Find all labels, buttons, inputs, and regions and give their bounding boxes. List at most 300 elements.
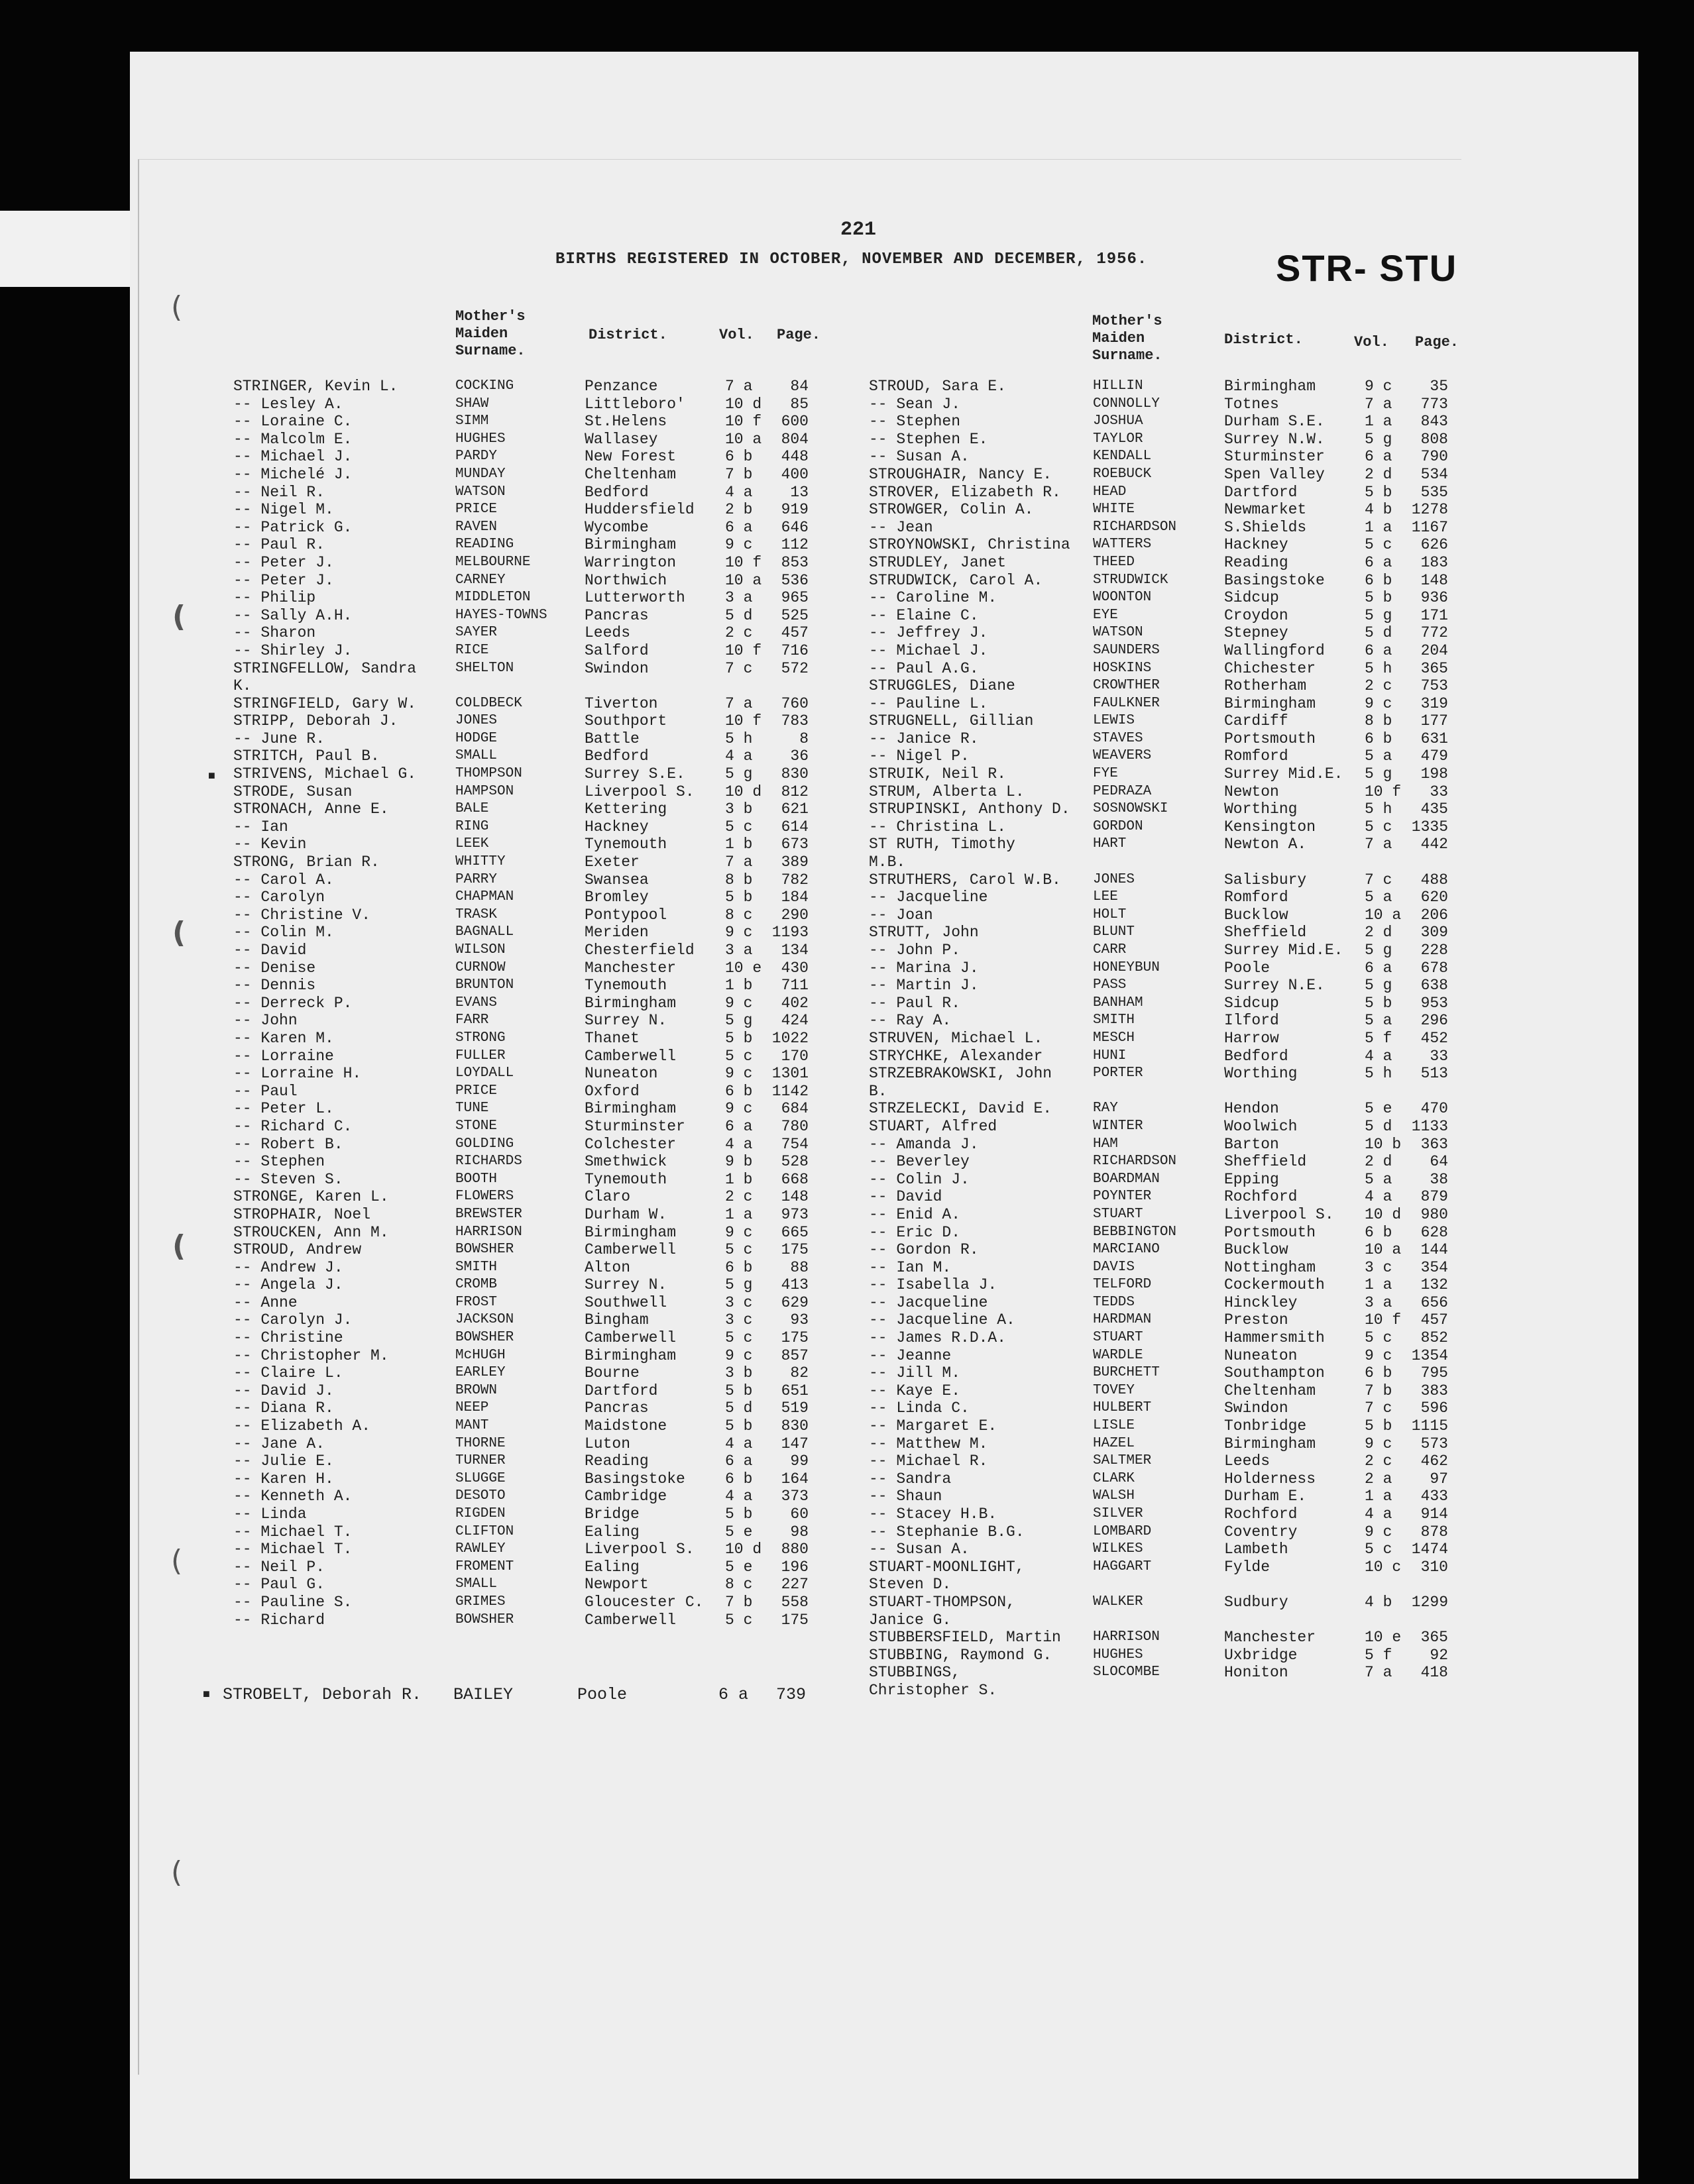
entry-maiden: CARR	[1093, 942, 1127, 957]
entry-name: -- Stephen E.	[869, 430, 988, 448]
entry-maiden: JACKSON	[455, 1312, 514, 1328]
table-row	[869, 589, 1465, 607]
entry-district: Lambeth	[1224, 1541, 1288, 1558]
entry-name: M.B.	[869, 853, 906, 871]
entry-vol: 4 a	[1365, 1047, 1392, 1065]
table-row	[869, 1311, 1465, 1329]
entry-maiden: HOSKINS	[1093, 660, 1152, 676]
entry-vol: 6 b	[725, 1082, 753, 1100]
footer-entry-row	[223, 1685, 819, 1705]
table-row	[233, 1065, 817, 1083]
entry-name: -- Paul A.G.	[869, 659, 979, 677]
table-row	[869, 484, 1465, 502]
entry-name: -- Elaine C.	[869, 606, 979, 624]
entry-maiden: EYE	[1093, 607, 1118, 623]
entry-maiden: HILLIN	[1093, 378, 1143, 394]
table-row	[869, 1241, 1465, 1259]
entry-maiden: THEED	[1093, 554, 1135, 570]
entry-maiden: FLOWERS	[455, 1189, 514, 1205]
entry-district: Southport	[585, 712, 667, 730]
entry-name: -- Lesley A.	[233, 395, 343, 413]
entry-page: 365	[1420, 1629, 1448, 1647]
entry-name: -- Carolyn J.	[233, 1311, 353, 1329]
entry-vol: 5 g	[725, 1012, 753, 1030]
entry-vol: 3 b	[725, 1364, 753, 1382]
entry-page: 33	[1430, 783, 1448, 800]
entry-district: Worthing	[1224, 800, 1298, 818]
entry-district: Pontypool	[585, 906, 667, 924]
entry-name: -- Carolyn	[233, 889, 325, 906]
entry-maiden: HARDMAN	[1093, 1312, 1152, 1328]
entry-name: -- Gordon R.	[869, 1241, 979, 1259]
table-row	[233, 1012, 817, 1030]
entry-vol: 9 c	[725, 536, 753, 554]
entry-name: -- Stephanie B.G.	[869, 1523, 1025, 1541]
table-row	[233, 836, 817, 853]
entry-page: 363	[1420, 1135, 1448, 1153]
entry-vol: 6 a	[1365, 641, 1392, 659]
entry-page: 716	[781, 641, 809, 659]
table-row	[869, 1153, 1465, 1171]
table-row	[869, 1171, 1465, 1189]
entry-vol: 5 b	[725, 1505, 753, 1523]
entry-page: 206	[1420, 906, 1448, 924]
entry-maiden: BLUNT	[1093, 924, 1135, 940]
entry-vol: 4 a	[725, 483, 753, 501]
entry-vol: 3 a	[725, 942, 753, 959]
table-row	[869, 1594, 1465, 1611]
entry-name: -- Janice R.	[869, 730, 979, 747]
entry-maiden: HUGHES	[1093, 1647, 1143, 1663]
entry-page: 470	[1420, 1100, 1448, 1118]
entry-page: 1299	[1411, 1593, 1448, 1611]
table-row	[233, 1118, 817, 1136]
table-row	[869, 413, 1465, 431]
entry-page: 772	[1420, 624, 1448, 642]
table-row	[869, 1048, 1465, 1065]
scanner-edge-tab	[0, 211, 133, 287]
entry-page: 175	[781, 1611, 809, 1629]
table-row	[233, 607, 817, 625]
entry-district: Southampton	[1224, 1364, 1325, 1382]
entry-maiden: TELFORD	[1093, 1277, 1152, 1293]
entry-vol: 6 b	[1365, 730, 1392, 747]
entry-maiden: LEWIS	[1093, 713, 1135, 729]
entry-name: -- Caroline M.	[869, 589, 997, 607]
entry-maiden: SMITH	[455, 1259, 498, 1275]
entry-name: Steven D.	[869, 1576, 952, 1594]
entry-district: Gloucester C.	[585, 1593, 704, 1611]
entry-district: Penzance	[585, 378, 658, 395]
entry-name: -- Jacqueline	[869, 1293, 988, 1311]
table-row	[869, 1417, 1465, 1435]
entry-vol: 2 b	[725, 501, 753, 519]
entry-vol: 3 c	[725, 1293, 753, 1311]
entry-maiden: LOMBARD	[1093, 1523, 1152, 1539]
entry-maiden: CARNEY	[455, 572, 506, 588]
entry-name: -- Diana R.	[233, 1399, 334, 1417]
entry-name: STRUDWICK, Carol A.	[869, 571, 1043, 589]
entry-maiden: BALE	[455, 801, 489, 817]
entry-maiden: PARRY	[455, 871, 498, 887]
entry-district: Honiton	[1224, 1664, 1288, 1682]
entry-vol: 9 c	[725, 994, 753, 1012]
table-row	[869, 1259, 1465, 1277]
entry-vol: 9 c	[1365, 378, 1392, 395]
entry-maiden: SHAW	[455, 396, 489, 411]
entry-page: 980	[1420, 1205, 1448, 1223]
entry-page: 711	[781, 977, 809, 995]
entry-name: -- Beverley	[869, 1153, 970, 1171]
entry-vol: 7 c	[1365, 1399, 1392, 1417]
entry-page: 760	[781, 694, 809, 712]
entry-page: 97	[1430, 1470, 1448, 1488]
entry-maiden: HAZEL	[1093, 1435, 1135, 1451]
table-row	[233, 1171, 817, 1189]
entry-name: STRONGE, Karen L.	[233, 1188, 389, 1206]
entry-page: 35	[1430, 378, 1448, 395]
entry-vol: 5 e	[725, 1558, 753, 1576]
table-row	[233, 1224, 817, 1242]
entry-vol: 5 c	[1365, 818, 1392, 836]
entry-name: STRUTHERS, Carol W.B.	[869, 871, 1061, 889]
entry-maiden: WILSON	[455, 942, 506, 957]
table-row	[233, 431, 817, 449]
entry-district: Wycombe	[585, 518, 649, 536]
entry-maiden: NEEP	[455, 1400, 489, 1416]
entry-district: Birmingham	[1224, 694, 1316, 712]
entry-page: 1133	[1411, 1117, 1448, 1135]
entry-district: Fylde	[1224, 1558, 1270, 1576]
entry-name: STUART, Alfred	[869, 1117, 997, 1135]
entry-maiden: TUNE	[455, 1101, 489, 1117]
entry-district: Camberwell	[585, 1611, 677, 1629]
entry-district: Kensington	[1224, 818, 1316, 836]
entry-maiden: SMALL	[455, 748, 498, 764]
entry-maiden: RICHARDSON	[1093, 1154, 1177, 1170]
entry-page: 430	[781, 959, 809, 977]
entry-district: Nottingham	[1224, 1258, 1316, 1276]
entry-vol: 3 c	[1365, 1258, 1392, 1276]
entry-maiden: BOWSHER	[455, 1330, 514, 1346]
entry-district: Nuneaton	[585, 1065, 658, 1083]
table-row	[869, 1435, 1465, 1453]
table-row	[869, 1100, 1465, 1118]
table-row	[233, 906, 817, 924]
entry-name: -- Eric D.	[869, 1223, 961, 1241]
entry-page: 754	[781, 1135, 809, 1153]
table-row	[869, 642, 1465, 660]
entry-district: Meriden	[585, 924, 649, 942]
entry-page: 534	[1420, 465, 1448, 483]
entry-maiden: THORNE	[455, 1435, 506, 1451]
entry-name: -- Philip	[233, 589, 316, 607]
entry-maiden: JONES	[455, 713, 498, 729]
entry-name: -- Richard	[233, 1611, 325, 1629]
entry-vol: 1 b	[725, 977, 753, 995]
table-row	[869, 572, 1465, 590]
table-row	[233, 783, 817, 801]
entry-district: Cheltenham	[585, 465, 677, 483]
entry-vol: 8 b	[725, 871, 753, 889]
entry-page: 296	[1420, 1012, 1448, 1030]
entry-maiden: HOLT	[1093, 906, 1127, 922]
table-row	[869, 871, 1465, 889]
entry-vol: 10 b	[1365, 1135, 1402, 1153]
entry-page: 204	[1420, 641, 1448, 659]
entry-district: Birmingham	[1224, 1435, 1316, 1452]
table-row	[869, 1629, 1465, 1647]
entry-name: -- Colin M.	[233, 924, 334, 942]
entry-page: 8	[799, 730, 809, 747]
entry-name: -- Jill M.	[869, 1364, 961, 1382]
entry-district: Rotherham	[1224, 677, 1307, 695]
entry-vol: 10 f	[725, 553, 762, 571]
entry-page: 88	[790, 1258, 809, 1276]
entry-vol: 6 b	[725, 1470, 753, 1488]
table-row	[869, 977, 1465, 995]
entry-page: 383	[1420, 1382, 1448, 1399]
table-row	[233, 1083, 817, 1101]
entry-maiden: SMITH	[1093, 1012, 1135, 1028]
entry-name: -- David	[869, 1188, 942, 1206]
entry-maiden: LEEK	[455, 836, 489, 852]
entry-vol: 10 f	[725, 641, 762, 659]
entry-page: 843	[1420, 413, 1448, 431]
entry-maiden: MIDDLETON	[455, 590, 531, 606]
entry-name: STUBBERSFIELD, Martin	[869, 1629, 1061, 1647]
table-row	[869, 695, 1465, 713]
table-row	[233, 554, 817, 572]
entry-maiden: JOSHUA	[1093, 413, 1143, 429]
entry-name: -- Angela J.	[233, 1276, 343, 1294]
table-row	[869, 995, 1465, 1012]
entry-maiden: SHELTON	[455, 660, 514, 676]
entry-maiden: SOSNOWSKI	[1093, 801, 1168, 817]
entry-name: STRZEBRAKOWSKI, John	[869, 1065, 1052, 1083]
entry-vol: 5 g	[725, 1276, 753, 1294]
entry-vol: 2 d	[1365, 1153, 1392, 1171]
entry-maiden: READING	[455, 537, 514, 553]
entry-page: 319	[1420, 694, 1448, 712]
entry-maiden: WATSON	[455, 484, 506, 500]
entry-page: 400	[781, 465, 809, 483]
entry-page: 600	[781, 413, 809, 431]
entry-district: Liverpool S.	[585, 783, 695, 800]
entry-maiden: SLUGGE	[455, 1470, 506, 1486]
entry-page: 1167	[1411, 518, 1448, 536]
entry-vol: 5 c	[725, 1329, 753, 1347]
entry-page: 442	[1420, 836, 1448, 853]
entry-name: -- Marina J.	[869, 959, 979, 977]
table-row	[233, 677, 817, 695]
table-row	[869, 1488, 1465, 1505]
entry-page: 673	[781, 836, 809, 853]
table-row	[869, 1452, 1465, 1470]
table-row	[869, 519, 1465, 537]
entry-name: -- Pauline L.	[869, 694, 988, 712]
entry-vol: 10 d	[725, 395, 762, 413]
entry-page: 953	[1420, 994, 1448, 1012]
entry-page: 413	[781, 1276, 809, 1294]
table-row	[233, 1611, 817, 1629]
entry-name: -- Jane A.	[233, 1435, 325, 1452]
entry-page: 1278	[1411, 501, 1448, 519]
entry-vol: 9 c	[1365, 1346, 1392, 1364]
entry-district: Croydon	[1224, 606, 1288, 624]
entry-district: Swindon	[1224, 1399, 1288, 1417]
entry-name: -- Claire L.	[233, 1364, 343, 1382]
entry-district: Surrey N.	[585, 1012, 667, 1030]
table-row	[869, 1682, 1465, 1700]
entry-page: 857	[781, 1346, 809, 1364]
entry-vol: 9 c	[725, 924, 753, 942]
entry-vol: 6 b	[1365, 1364, 1392, 1382]
entry-vol: 7 b	[725, 465, 753, 483]
entry-vol: 3 a	[725, 589, 753, 607]
header-vol: Vol.	[719, 327, 754, 343]
entry-name: -- Margaret E.	[869, 1417, 997, 1435]
entry-maiden: HARRISON	[455, 1224, 522, 1240]
entry-maiden: McHUGH	[455, 1347, 506, 1363]
entry-name: STROPHAIR, Noel	[233, 1205, 371, 1223]
entry-maiden: BOARDMAN	[1093, 1171, 1160, 1187]
margin-mark: ■	[203, 1688, 210, 1702]
entry-maiden: WEAVERS	[1093, 748, 1152, 764]
entry-name: -- Steven S.	[233, 1170, 343, 1188]
entry-page: 879	[1420, 1188, 1448, 1206]
entry-page: 196	[781, 1558, 809, 1576]
table-row	[869, 1012, 1465, 1030]
entry-vol: 10 f	[1365, 783, 1402, 800]
entry-vol: 7 c	[1365, 871, 1392, 889]
entry-maiden: BOWSHER	[455, 1242, 514, 1258]
table-row	[233, 977, 817, 995]
entry-name: -- Jeffrey J.	[869, 624, 988, 642]
entry-district: Kettering	[585, 800, 667, 818]
entry-name: STRODE, Susan	[233, 783, 353, 800]
entry-page: 84	[790, 378, 809, 395]
table-row	[233, 1523, 817, 1541]
entry-vol: 10 e	[725, 959, 762, 977]
entry-page: 614	[781, 818, 809, 836]
entry-vol: 5 e	[725, 1523, 753, 1541]
entry-maiden: BREWSTER	[455, 1206, 522, 1222]
entry-maiden: PARDY	[455, 449, 498, 464]
entry-page: 880	[781, 1541, 809, 1558]
table-row	[869, 800, 1465, 818]
entry-district: Newport	[585, 1576, 649, 1594]
entry-name: -- Jacqueline	[869, 889, 988, 906]
table-row	[233, 1399, 817, 1417]
entry-district: Leeds	[585, 624, 631, 642]
entry-page: 852	[1420, 1329, 1448, 1347]
entry-vol: 5 c	[1365, 536, 1392, 554]
entry-page: 668	[781, 1170, 809, 1188]
entry-page: 170	[781, 1047, 809, 1065]
table-row	[869, 1611, 1465, 1629]
table-row	[233, 1417, 817, 1435]
entry-page: 804	[781, 430, 809, 448]
entry-page: 678	[1420, 959, 1448, 977]
entry-name: STRUDLEY, Janet	[869, 553, 1007, 571]
entry-page: 132	[1420, 1276, 1448, 1294]
table-row	[869, 607, 1465, 625]
entry-vol: 6 a	[725, 518, 753, 536]
entry-name: -- Nigel M.	[233, 501, 334, 519]
table-row	[869, 1364, 1465, 1382]
entry-page: 134	[781, 942, 809, 959]
entry-page: 85	[790, 395, 809, 413]
entry-maiden: TURNER	[455, 1453, 506, 1469]
entry-name: -- Ray A.	[869, 1012, 952, 1030]
entry-maiden: FAULKNER	[1093, 695, 1160, 711]
entry-vol: 5 a	[1365, 1012, 1392, 1030]
entry-district: Birmingham	[585, 994, 677, 1012]
entry-vol: 6 a	[718, 1685, 749, 1704]
entry-vol: 6 b	[1365, 1223, 1392, 1241]
table-row	[233, 1329, 817, 1347]
entry-name: STUBBING, Raymond G.	[869, 1646, 1052, 1664]
header-maiden-surname: Mother's Maiden Surname.	[1092, 313, 1162, 364]
entry-page: 1301	[771, 1065, 809, 1083]
entry-page: 452	[1420, 1029, 1448, 1047]
entry-name: -- Neil R.	[233, 483, 325, 501]
table-row	[233, 1505, 817, 1523]
entry-maiden: FARR	[455, 1012, 489, 1028]
table-row	[233, 818, 817, 836]
entry-district: Stepney	[1224, 624, 1288, 642]
entry-name: -- Robert B.	[233, 1135, 343, 1153]
entry-vol: 10 f	[725, 712, 762, 730]
entry-vol: 4 b	[1365, 501, 1392, 519]
entry-district: Cockermouth	[1224, 1276, 1325, 1294]
entry-name: -- Paul	[233, 1082, 298, 1100]
table-row	[233, 1470, 817, 1488]
table-row	[233, 519, 817, 537]
entry-page: 389	[781, 853, 809, 871]
entry-district: Thanet	[585, 1029, 640, 1047]
table-row	[869, 959, 1465, 977]
entry-name: STUART-MOONLIGHT,	[869, 1558, 1025, 1576]
entry-maiden: STRUDWICK	[1093, 572, 1168, 588]
entry-page: 812	[781, 783, 809, 800]
entry-page: 773	[1420, 395, 1448, 413]
entry-maiden: RICHARDSON	[1093, 519, 1177, 535]
entry-vol: 2 c	[725, 1188, 753, 1206]
entry-page: 82	[790, 1364, 809, 1382]
entry-page: 147	[781, 1435, 809, 1452]
table-row	[869, 431, 1465, 449]
entry-name: -- Christine V.	[233, 906, 371, 924]
entry-vol: 10 d	[725, 783, 762, 800]
entry-maiden: LISLE	[1093, 1418, 1135, 1434]
entry-name: -- Nigel P.	[869, 747, 970, 765]
table-row	[233, 853, 817, 871]
entry-maiden: STUART	[1093, 1206, 1143, 1222]
entry-district: Sturminster	[1224, 448, 1325, 466]
entry-name: -- Richard C.	[233, 1117, 353, 1135]
entry-district: Bedford	[585, 483, 649, 501]
entry-vol: 10 a	[725, 571, 762, 589]
table-row	[233, 1048, 817, 1065]
entry-maiden: FROST	[455, 1294, 498, 1310]
entry-page: 790	[1420, 448, 1448, 466]
entry-district: Woolwich	[1224, 1117, 1298, 1135]
entry-page: 753	[1420, 677, 1448, 695]
entry-district: Tiverton	[585, 694, 658, 712]
entry-name: STRONACH, Anne E.	[233, 800, 389, 818]
